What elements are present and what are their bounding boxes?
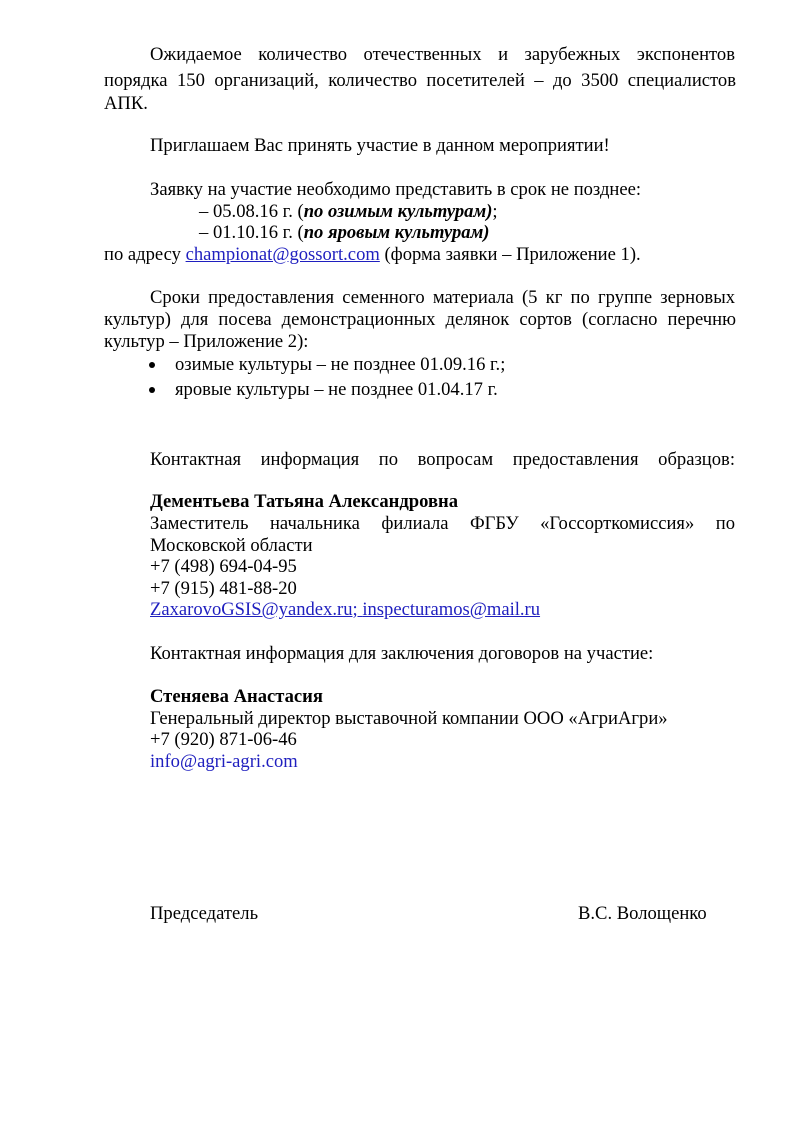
application-address bbox=[104, 244, 641, 266]
address-suffix: (форма заявки – Приложение 1). bbox=[379, 244, 641, 265]
address-prefix: по адресу bbox=[104, 244, 186, 265]
intro-line-2: порядка 150 организаций, количество посетителей – до 3500 специалистов bbox=[104, 70, 736, 91]
application-email-link[interactable]: championat@gossort.com bbox=[185, 244, 380, 265]
intro-line-3: АПК. bbox=[104, 93, 148, 114]
seeds-line-3: культур – Приложение 2): bbox=[104, 331, 309, 352]
bullet-icon bbox=[149, 387, 155, 393]
contact-contracts-phone: +7 (920) 871-06-46 bbox=[150, 729, 297, 750]
contact-samples-email-1-link[interactable]: ZaxarovoGSIS@yandex.ru bbox=[150, 599, 353, 620]
seeds-bullet-winter: озимые культуры – не позднее 01.09.16 г.; bbox=[175, 354, 506, 375]
deadline-spring-date: – 01.10.16 г. ( bbox=[199, 222, 304, 243]
email-separator: ; bbox=[352, 599, 363, 620]
contact-contracts-email bbox=[150, 751, 298, 773]
seeds-bullet-spring: яровые культуры – не позднее 01.04.17 г. bbox=[175, 379, 498, 400]
deadline-spring bbox=[199, 222, 490, 244]
contact-samples-heading: Контактная информация по вопросам предоставления образцов: bbox=[150, 449, 735, 470]
contact-samples-phone-2: +7 (915) 481-88-20 bbox=[150, 578, 297, 599]
deadline-spring-crops: по яровым культурам) bbox=[303, 222, 490, 243]
contact-samples-email-2-link[interactable]: inspecturamos@mail.ru bbox=[362, 599, 541, 620]
deadline-winter-suffix: ; bbox=[492, 201, 498, 222]
seeds-line-1: Сроки предоставления семенного материала (5 кг по группе зерновых bbox=[150, 287, 735, 308]
deadline-winter-date: – 05.08.16 г. ( bbox=[199, 201, 304, 222]
signature-title: Председатель bbox=[150, 903, 259, 924]
deadline-winter bbox=[199, 201, 498, 223]
contact-contracts-email-link[interactable]: info@agri-agri.com bbox=[150, 751, 298, 772]
contact-contracts-heading: Контактная информация для заключения договоров на участие: bbox=[150, 643, 654, 664]
deadline-winter-crops: по озимым культурам) bbox=[303, 201, 493, 222]
contact-contracts-name: Стеняева Анастасия bbox=[150, 686, 323, 707]
contact-samples-phone-1: +7 (498) 694-04-95 bbox=[150, 556, 297, 577]
contact-samples-position-2: Московской области bbox=[150, 535, 313, 556]
seeds-line-2: культур) для посева демонстрационных делянок сортов (согласно перечню bbox=[104, 309, 736, 330]
signature-name: В.С. Волощенко bbox=[578, 903, 707, 924]
application-heading: Заявку на участие необходимо представить в срок не позднее: bbox=[150, 179, 642, 200]
contact-contracts-position: Генеральный директор выставочной компании ООО «АгриАгри» bbox=[150, 708, 668, 729]
bullet-icon bbox=[149, 362, 155, 368]
contact-samples-name: Дементьева Татьяна Александровна bbox=[150, 491, 459, 512]
intro-line-1: Ожидаемое количество отечественных и зарубежных экспонентов bbox=[150, 44, 735, 65]
invitation-text: Приглашаем Вас принять участие в данном мероприятии! bbox=[150, 135, 610, 156]
contact-samples-emails bbox=[150, 599, 540, 621]
contact-samples-position-1: Заместитель начальника филиала ФГБУ «Госсорткомиссия» по bbox=[150, 513, 735, 534]
